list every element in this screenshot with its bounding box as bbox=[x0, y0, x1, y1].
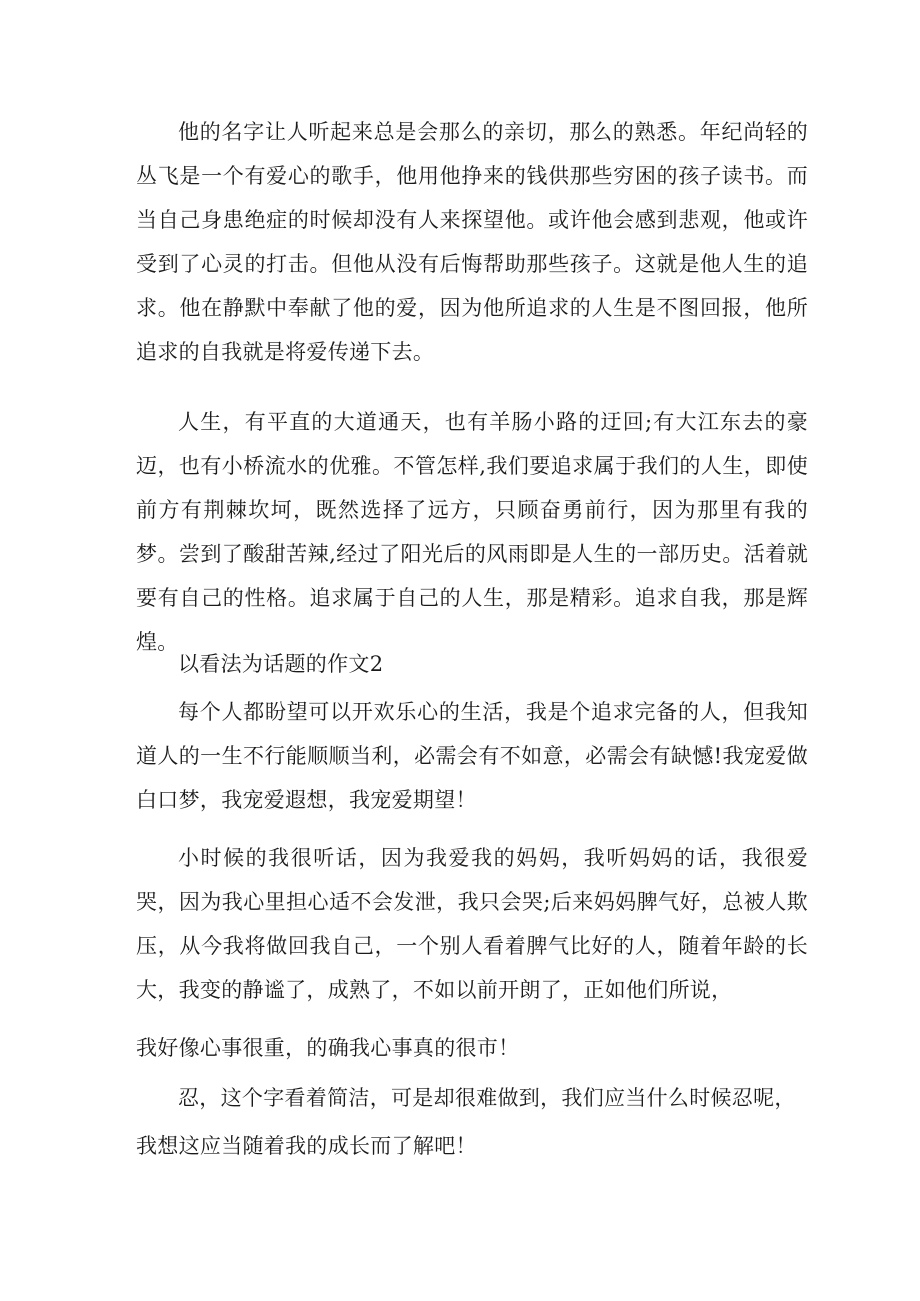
paragraph-congfei: 他的名字让人听起来总是会那么的亲切，那么的熟悉。年纪尚轻的丛飞是一个有爱心的歌手，他用他挣来的钱供那些穷困的孩子读书。而当自己身患绝症的时候却没有人来探望他。或许他会感到悲观，他或许受到了心灵的打击。但他从没有后悔帮助那些孩子。这就是他人生的追求。他在静默中奉献了他的爱，因为他所追求的人生是不图回报，他所追求的自我就是将爱传递下去。 bbox=[136, 120, 808, 364]
paragraph-heavy-heart: 我好像心事很重，的确我心事真的很市！ bbox=[136, 1036, 520, 1060]
section-heading: 以看法为话题的作文2 bbox=[178, 652, 384, 676]
paragraph-childhood: 小时候的我很听话，因为我爱我的妈妈，我听妈妈的话，我很爱哭，因为我心里担心适不会发泄，我只会哭;后来妈妈脾气好，总被人欺压，从今我将做回我自己，一个别人看着脾气比好的人，随着年龄的长大，我变的静谧了，成熟了，不如以前开朗了，正如他们所说， bbox=[136, 846, 808, 1002]
paragraph-life-pursuit: 人生，有平直的大道通天，也有羊肠小路的迂回;有大江东去的豪迈，也有小桥流水的优雅。不管怎样,我们要追求属于我们的人生，即使前方有荆棘坎坷，既然选择了远方，只顾奋勇前行，因为那里有我的梦。尝到了酸甜苦辣,经过了阳光后的风雨即是人生的一部历史。活着就要有自己的性格。追求属于自己的人生，那是精彩。追求自我，那是辉煌。 bbox=[136, 410, 808, 654]
paragraph-growth: 我想这应当随着我的成长而了解吧！ bbox=[136, 1134, 477, 1158]
paragraph-perfection: 每个人都盼望可以开欢乐心的生活，我是个追求完备的人，但我知道人的一生不行能顺顺当利，必需会有不如意，必需会有缺憾!我宠爱做白口梦，我宠爱遐想，我宠爱期望！ bbox=[136, 700, 808, 812]
paragraph-patience: 忍，这个字看着简洁，可是却很难做到，我们应当什么时候忍呢， bbox=[178, 1086, 796, 1110]
